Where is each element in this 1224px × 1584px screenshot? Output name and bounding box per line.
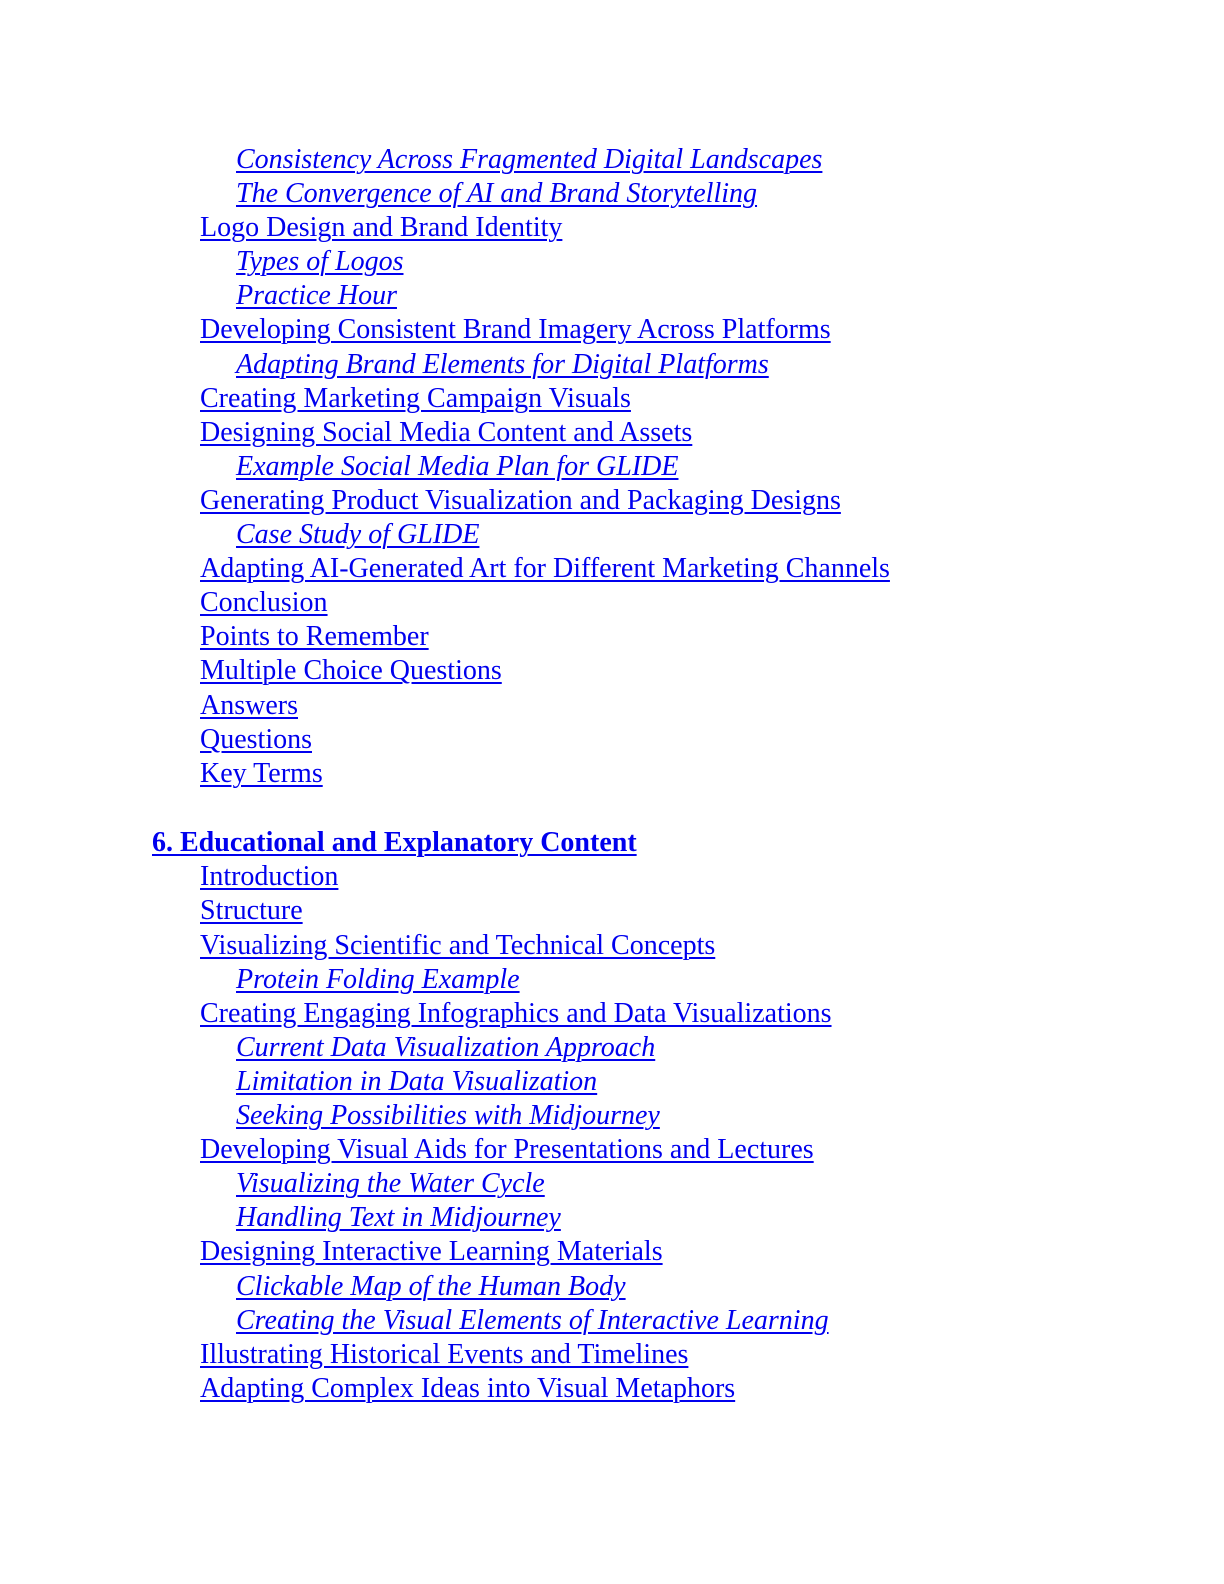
toc-section-link[interactable]: Designing Interactive Learning Materials xyxy=(200,1236,663,1268)
toc-subsection-link[interactable]: The Convergence of AI and Brand Storytelling xyxy=(236,178,758,210)
toc-subsection-link[interactable]: Case Study of GLIDE xyxy=(236,519,480,551)
chapter-title-link[interactable]: 6. Educational and Explanatory Content xyxy=(152,827,637,859)
table-of-contents xyxy=(0,143,1224,1406)
toc-section-link[interactable]: Adapting AI-Generated Art for Different Marketing Channels xyxy=(200,553,890,585)
toc-section-link[interactable]: Questions xyxy=(200,723,312,755)
toc-subsection-link[interactable]: Practice Hour xyxy=(236,280,397,312)
toc-subsection-link[interactable]: Types of Logos xyxy=(236,246,404,278)
toc-section-link[interactable]: Designing Social Media Content and Assets xyxy=(200,416,693,448)
toc-section-link[interactable]: Generating Product Visualization and Packaging Designs xyxy=(200,484,841,516)
toc-subsection-link[interactable]: Consistency Across Fragmented Digital Landscapes xyxy=(236,144,823,175)
toc-subsection-link[interactable]: Limitation in Data Visualization xyxy=(236,1065,598,1097)
toc-section-link[interactable]: Logo Design and Brand Identity xyxy=(200,212,563,244)
toc-section-link[interactable]: Adapting Complex Ideas into Visual Metaphors xyxy=(200,1372,736,1404)
toc-section-link[interactable]: Illustrating Historical Events and Timelines xyxy=(200,1338,689,1370)
toc-subsection-link[interactable]: Handling Text in Midjourney xyxy=(236,1202,561,1234)
toc-section-link[interactable]: Developing Consistent Brand Imagery Across Platforms xyxy=(200,314,831,346)
toc-section-link[interactable]: Creating Marketing Campaign Visuals xyxy=(200,382,631,414)
toc-subsection-link[interactable]: Adapting Brand Elements for Digital Platforms xyxy=(236,348,769,380)
toc-continued-list xyxy=(0,143,1224,791)
toc-section-link[interactable]: Developing Visual Aids for Presentations and Lectures xyxy=(200,1134,814,1166)
toc-section-link[interactable]: Structure xyxy=(200,895,303,927)
chapter-gap xyxy=(0,791,1224,827)
toc-section-link[interactable]: Conclusion xyxy=(200,587,328,619)
toc-section-link[interactable]: Multiple Choice Questions xyxy=(200,655,502,687)
toc-section-link[interactable]: Visualizing Scientific and Technical Concepts xyxy=(200,929,716,961)
toc-section-link[interactable]: Creating Engaging Infographics and Data Visualizations xyxy=(200,997,832,1029)
toc-subsection-link[interactable]: Visualizing the Water Cycle xyxy=(236,1168,545,1200)
toc-subsection-link[interactable]: Clickable Map of the Human Body xyxy=(236,1270,626,1302)
toc-subsection-link[interactable]: Current Data Visualization Approach xyxy=(236,1031,656,1063)
toc-subsection-link[interactable]: Creating the Visual Elements of Interactive Learning xyxy=(236,1304,829,1336)
toc-chapter-6 xyxy=(0,826,1224,1406)
toc-subsection-link[interactable]: Example Social Media Plan for GLIDE xyxy=(236,450,679,482)
toc-section-link[interactable]: Key Terms xyxy=(200,757,323,789)
toc-section-link[interactable]: Answers xyxy=(200,689,298,721)
toc-subsection-link[interactable]: Seeking Possibilities with Midjourney xyxy=(236,1100,660,1132)
toc-chapter-6-list xyxy=(0,860,1224,1406)
toc-section-link[interactable]: Points to Remember xyxy=(200,621,429,653)
toc-subsection-link[interactable]: Protein Folding Example xyxy=(236,963,520,995)
toc-section-link[interactable]: Introduction xyxy=(200,861,339,893)
